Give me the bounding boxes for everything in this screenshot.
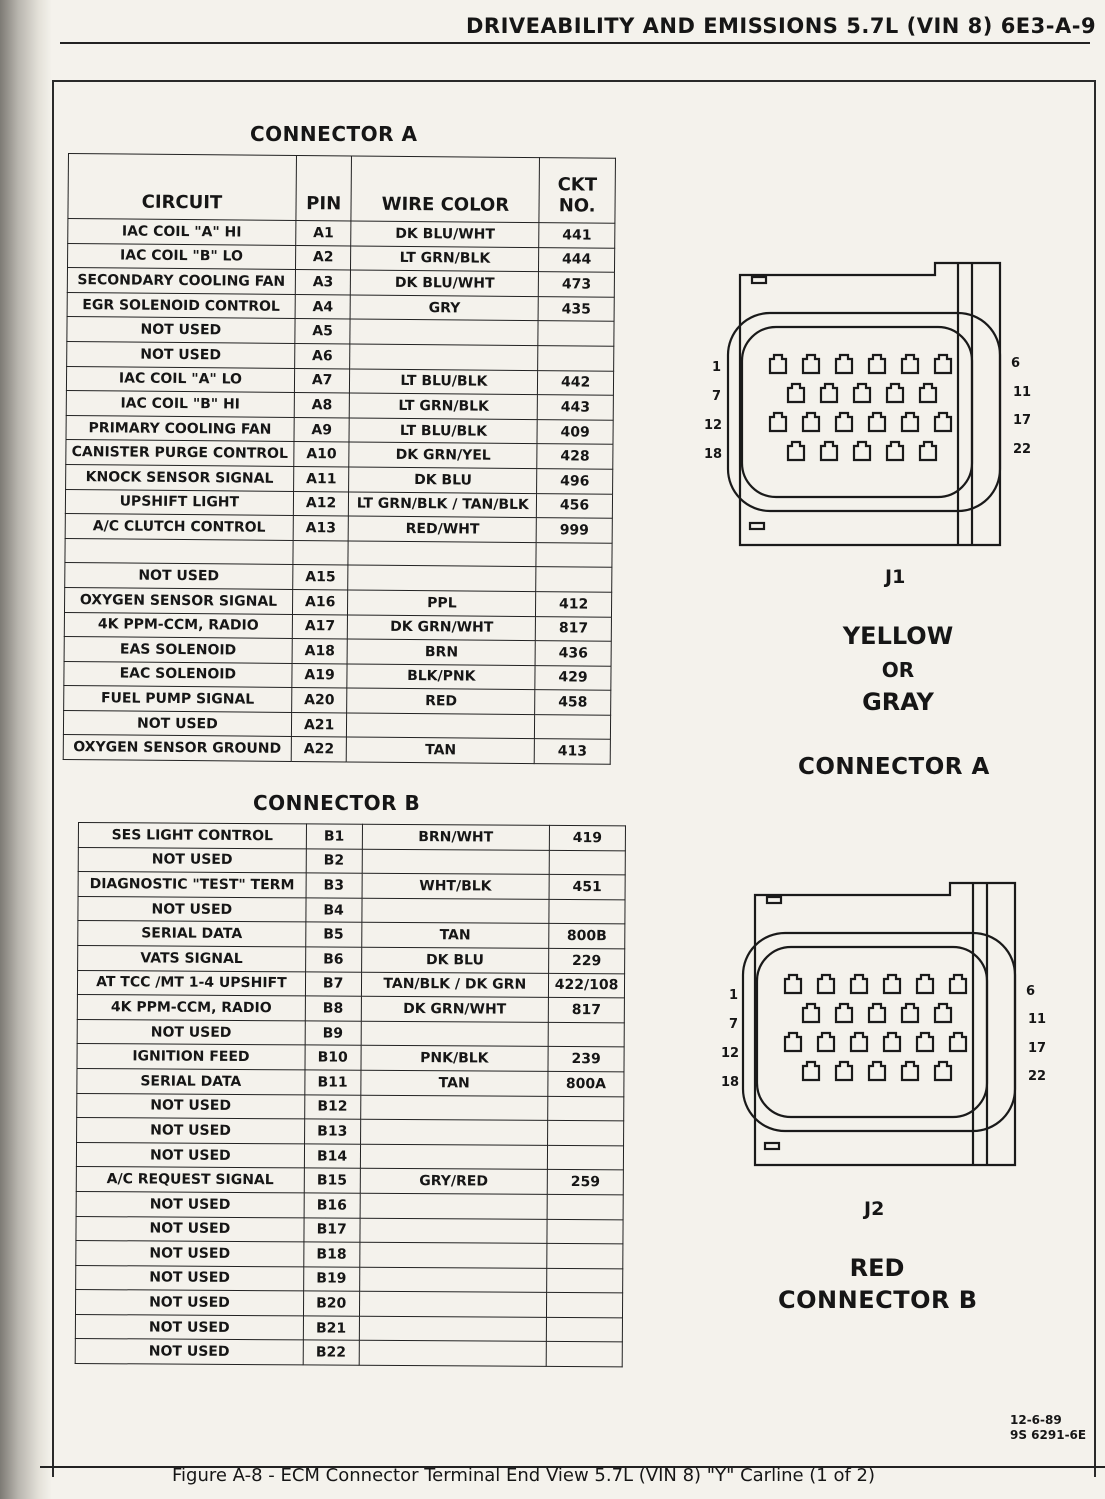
cell-wire	[359, 1218, 547, 1244]
cell-pin: B4	[306, 898, 362, 923]
cell-pin: B2	[306, 848, 362, 873]
connector-b-title: CONNECTOR B	[253, 791, 421, 815]
cell-wire: LT BLU/BLK	[350, 369, 538, 395]
j1-pin-cavity	[920, 384, 936, 402]
cell-circuit: NOT USED	[65, 563, 293, 590]
cell-circuit: NOT USED	[77, 1118, 305, 1144]
j2-top-latch	[767, 897, 781, 903]
cell-wire: BRN	[348, 639, 536, 665]
j1-shell-outer	[728, 313, 1000, 511]
cell-pin: B20	[303, 1291, 359, 1316]
cell-ckt: 999	[536, 518, 612, 543]
cell-pin: B14	[304, 1144, 360, 1169]
j2-housing-outline	[755, 883, 1015, 1165]
cell-circuit: 4K PPM-CCM, RADIO	[64, 612, 292, 639]
cell-pin: B1	[306, 824, 362, 849]
cell-circuit: IAC COIL "A" LO	[66, 366, 294, 393]
j2-pin-label-17: 17	[1028, 1041, 1047, 1056]
cell-pin: A17	[292, 614, 348, 639]
j2-pin-cavity	[785, 975, 801, 993]
cell-ckt	[538, 321, 614, 346]
j2-pin-label-6: 6	[1026, 984, 1036, 999]
table-row	[77, 1068, 624, 1096]
cell-pin: A10	[294, 442, 350, 467]
page-header: DRIVEABILITY AND EMISSIONS 5.7L (VIN 8) 6E3-A-9	[466, 14, 1097, 38]
cell-pin: A20	[291, 688, 347, 713]
cell-ckt: 800A	[548, 1071, 624, 1096]
table-row	[77, 1118, 624, 1146]
cell-wire	[359, 1341, 547, 1367]
cell-wire	[359, 1292, 547, 1318]
table-row	[63, 735, 610, 764]
table-row	[76, 1265, 623, 1293]
cell-ckt: 817	[535, 616, 611, 641]
cell-pin: B12	[304, 1094, 360, 1119]
j2-pin-cavity	[917, 1033, 933, 1051]
table-row	[77, 995, 624, 1023]
cell-circuit: DIAGNOSTIC "TEST" TERM	[78, 872, 306, 898]
cell-ckt: 456	[537, 493, 613, 518]
footer-doc-code: 9S 6291-6E	[1010, 1428, 1087, 1442]
table-row	[76, 1142, 623, 1170]
table-row	[76, 1167, 623, 1195]
cell-wire: BLK/PNK	[347, 664, 535, 690]
cell-wire	[360, 1119, 548, 1145]
cell-circuit: NOT USED	[67, 341, 295, 368]
table-row	[77, 1093, 624, 1121]
header-rule	[60, 42, 1090, 44]
ckt-no-header: CKT NO.	[539, 158, 615, 224]
j1-pin-cavity	[803, 413, 819, 431]
j1-pin-cavity	[902, 355, 918, 373]
cell-ckt: 458	[535, 690, 611, 715]
cell-ckt	[547, 1293, 623, 1318]
j2-connector-diagram	[715, 875, 1025, 1175]
cell-circuit: NOT USED	[78, 896, 306, 922]
j1-housing-outline	[740, 263, 1000, 545]
j2-bottom-latch	[765, 1143, 779, 1149]
j1-pin-cavity	[788, 442, 804, 460]
cell-ckt: 409	[537, 419, 613, 444]
cell-wire: PNK/BLK	[361, 1046, 549, 1072]
cell-ckt	[549, 850, 625, 875]
table-row	[76, 1216, 623, 1244]
cell-pin: A9	[294, 417, 350, 442]
cell-circuit: IAC COIL "B" LO	[67, 243, 295, 270]
cell-ckt: 422/108	[549, 973, 625, 998]
cell-pin: B8	[305, 996, 361, 1021]
j2-pin-label-7: 7	[729, 1017, 739, 1032]
cell-pin: A7	[294, 368, 350, 393]
connector-a-title: CONNECTOR A	[250, 122, 418, 146]
cell-circuit: EAC SOLENOID	[64, 661, 292, 688]
cell-circuit: 4K PPM-CCM, RADIO	[77, 995, 305, 1021]
cell-ckt: 817	[548, 998, 624, 1023]
cell-ckt	[546, 1317, 622, 1342]
j2-pin-label-18: 18	[721, 1075, 740, 1090]
cell-wire	[360, 1193, 548, 1219]
j2-shell-outer	[743, 933, 1015, 1131]
figure-caption: Figure A-8 - ECM Connector Terminal End View 5.7L (VIN 8) "Y" Carline (1 of 2)	[172, 1465, 876, 1486]
j1-pin-cavity	[854, 442, 870, 460]
j1-pin-cavity	[770, 413, 786, 431]
cell-circuit: NOT USED	[76, 1265, 304, 1291]
cell-wire	[360, 1144, 548, 1170]
cell-wire: DK GRN/WHT	[348, 614, 536, 640]
cell-ckt	[548, 1121, 624, 1146]
cell-wire: LT GRN/BLK / TAN/BLK	[349, 491, 537, 517]
cell-pin: A4	[295, 294, 351, 319]
cell-pin: B7	[305, 971, 361, 996]
cell-pin: A13	[293, 516, 349, 541]
cell-ckt: 229	[549, 948, 625, 973]
j1-pin-cavity	[836, 413, 852, 431]
cell-pin: A18	[292, 639, 348, 664]
cell-wire: RED	[347, 688, 535, 714]
footer-code-block	[1010, 1413, 1086, 1443]
cell-circuit: A/C CLUTCH CONTROL	[65, 514, 293, 541]
j2-pin-cavity	[803, 1004, 819, 1022]
cell-circuit: SERIAL DATA	[78, 921, 306, 947]
j2-pin-cavity	[785, 1033, 801, 1051]
j2-connector-caption: CONNECTOR B	[778, 1286, 978, 1314]
connector-a-table	[63, 153, 616, 765]
cell-pin: A8	[294, 393, 350, 418]
table-row	[75, 1314, 622, 1342]
cell-ckt	[547, 1268, 623, 1293]
cell-pin: B15	[304, 1168, 360, 1193]
wire-color-header: WIRE COLOR	[351, 156, 539, 223]
j1-pin-cavity	[821, 442, 837, 460]
table-row	[77, 970, 624, 998]
j2-pin-cavity	[884, 1033, 900, 1051]
cell-wire	[359, 1316, 547, 1342]
pin-header: PIN	[296, 155, 352, 220]
cell-wire: TAN	[347, 737, 535, 763]
j2-pin-cavity	[836, 1062, 852, 1080]
cell-circuit: NOT USED	[76, 1191, 304, 1217]
cell-circuit	[65, 538, 293, 565]
j1-pin-cavity	[770, 355, 786, 373]
j1-pin-cavity	[803, 355, 819, 373]
cell-circuit: NOT USED	[75, 1314, 303, 1340]
cell-wire: LT GRN/BLK	[351, 246, 539, 272]
cell-pin: B6	[305, 947, 361, 972]
j1-pin-cavity	[821, 384, 837, 402]
cell-circuit: EGR SOLENOID CONTROL	[67, 292, 295, 319]
table-row	[75, 1290, 622, 1318]
cell-circuit: NOT USED	[78, 847, 306, 873]
cell-pin: B18	[304, 1242, 360, 1267]
table-row	[78, 921, 625, 949]
j1-pin-label-17: 17	[1013, 413, 1032, 428]
cell-pin: A11	[293, 466, 349, 491]
cell-circuit: OXYGEN SENSOR GROUND	[63, 735, 291, 762]
cell-ckt: 436	[535, 641, 611, 666]
j1-pin-cavity	[935, 355, 951, 373]
cell-wire	[350, 344, 538, 370]
j1-pin-cavity	[836, 355, 852, 373]
cell-circuit: NOT USED	[77, 1019, 305, 1045]
cell-circuit: VATS SIGNAL	[78, 945, 306, 971]
cell-circuit: FUEL PUMP SIGNAL	[64, 686, 292, 713]
j1-connector-caption: CONNECTOR A	[798, 754, 990, 780]
j2-pin-cavity	[803, 1062, 819, 1080]
cell-ckt	[546, 1342, 622, 1367]
j2-pin-label-12: 12	[721, 1046, 740, 1061]
table-row	[78, 945, 625, 973]
cell-circuit: KNOCK SENSOR SIGNAL	[66, 464, 294, 491]
cell-wire: TAN	[361, 923, 549, 949]
j1-label: J1	[885, 566, 906, 588]
cell-pin: B17	[304, 1217, 360, 1242]
table-row	[77, 1044, 624, 1072]
cell-pin: B21	[303, 1316, 359, 1341]
j1-pin-cavity	[869, 413, 885, 431]
j1-pin-cavity	[869, 355, 885, 373]
footer-date: 12-6-89	[1010, 1413, 1062, 1427]
cell-circuit: NOT USED	[67, 317, 295, 344]
cell-ckt	[547, 1194, 623, 1219]
cell-wire: PPL	[348, 590, 536, 616]
cell-pin: A16	[292, 589, 348, 614]
cell-ckt: 442	[538, 370, 614, 395]
cell-pin: B5	[306, 922, 362, 947]
cell-ckt	[547, 1243, 623, 1268]
cell-wire	[347, 713, 535, 739]
j2-pin-cavity	[917, 975, 933, 993]
cell-ckt: 496	[537, 469, 613, 494]
cell-wire: DK GRN/YEL	[349, 442, 537, 468]
cell-ckt	[549, 899, 625, 924]
cell-pin: B9	[305, 1021, 361, 1046]
cell-pin: A15	[293, 565, 349, 590]
j1-pin-cavity	[887, 384, 903, 402]
cell-circuit: IAC COIL "A" HI	[68, 219, 296, 246]
j1-pin-cavity	[887, 442, 903, 460]
j1-pin-label-11: 11	[1013, 385, 1032, 400]
cell-wire: TAN	[360, 1070, 548, 1096]
j1-pin-label-6: 6	[1011, 356, 1021, 371]
table-row	[78, 872, 625, 900]
cell-pin: A3	[295, 270, 351, 295]
cell-wire	[348, 565, 536, 591]
j2-label: J2	[864, 1198, 885, 1220]
cell-wire: DK BLU/WHT	[351, 221, 539, 247]
j2-pin-cavity	[950, 1033, 966, 1051]
j2-pin-cavity	[935, 1062, 951, 1080]
cell-ckt: 435	[538, 296, 614, 321]
cell-wire: DK BLU/WHT	[351, 270, 539, 296]
j1-color-gray: GRAY	[862, 688, 934, 716]
cell-pin: A22	[291, 737, 347, 762]
cell-ckt	[547, 1219, 623, 1244]
j2-pin-cavity	[869, 1004, 885, 1022]
cell-wire: DK GRN/WHT	[361, 996, 549, 1022]
cell-circuit: PRIMARY COOLING FAN	[66, 415, 294, 442]
table-header-row	[68, 154, 616, 224]
cell-ckt: 412	[536, 592, 612, 617]
cell-ckt	[536, 567, 612, 592]
cell-wire: DK BLU	[361, 947, 549, 973]
j2-pin-cavity	[935, 1004, 951, 1022]
cell-pin: A19	[292, 663, 348, 688]
cell-pin: A2	[295, 245, 351, 270]
cell-circuit: NOT USED	[76, 1142, 304, 1168]
cell-pin: A1	[296, 220, 352, 245]
j1-pin-cavity	[920, 442, 936, 460]
j1-color-yellow: YELLOW	[842, 622, 954, 650]
table-row	[75, 1339, 622, 1367]
cell-ckt	[538, 346, 614, 371]
cell-ckt: 413	[534, 739, 610, 764]
cell-pin: A21	[291, 712, 347, 737]
j2-pin-cavity	[950, 975, 966, 993]
cell-circuit: NOT USED	[76, 1241, 304, 1267]
cell-circuit: NOT USED	[63, 710, 291, 737]
cell-circuit: SES LIGHT CONTROL	[78, 823, 306, 849]
j1-color-or: OR	[881, 658, 915, 682]
cell-ckt	[535, 714, 611, 739]
cell-wire: BRN/WHT	[362, 824, 550, 850]
table-row	[76, 1191, 623, 1219]
table-row	[77, 1019, 624, 1047]
cell-ckt: 239	[548, 1047, 624, 1072]
cell-circuit: EAS SOLENOID	[64, 637, 292, 664]
cell-ckt	[548, 1096, 624, 1121]
cell-pin: B3	[306, 873, 362, 898]
cell-circuit: IGNITION FEED	[77, 1044, 305, 1070]
cell-circuit: SECONDARY COOLING FAN	[67, 268, 295, 295]
cell-circuit: CANISTER PURGE CONTROL	[66, 440, 294, 467]
table-row	[76, 1241, 623, 1269]
cell-pin	[293, 540, 349, 565]
cell-ckt: 429	[535, 665, 611, 690]
j1-connector-diagram	[700, 255, 1010, 555]
cell-ckt: 441	[539, 223, 615, 248]
cell-circuit: NOT USED	[76, 1216, 304, 1242]
cell-circuit: OXYGEN SENSOR SIGNAL	[64, 587, 292, 614]
cell-wire: WHT/BLK	[362, 873, 550, 899]
j2-pin-cavity	[902, 1004, 918, 1022]
cell-wire	[350, 319, 538, 345]
cell-wire: LT GRN/BLK	[350, 393, 538, 419]
cell-ckt: 451	[549, 875, 625, 900]
j1-pin-label-1: 1	[712, 360, 722, 375]
cell-wire	[359, 1242, 547, 1268]
j2-pin-cavity	[851, 1033, 867, 1051]
cell-ckt: 443	[537, 395, 613, 420]
j1-bottom-latch	[750, 523, 764, 529]
cell-circuit: NOT USED	[77, 1093, 305, 1119]
cell-ckt: 800B	[549, 924, 625, 949]
j2-pin-cavity	[818, 975, 834, 993]
cell-circuit: IAC COIL "B" HI	[66, 391, 294, 418]
cell-ckt: 419	[549, 825, 625, 850]
cell-ckt: 473	[539, 272, 615, 297]
cell-wire	[361, 1021, 549, 1047]
j1-pin-label-22: 22	[1013, 442, 1032, 457]
cell-wire: LT BLU/BLK	[349, 418, 537, 444]
cell-wire: TAN/BLK / DK GRN	[361, 972, 549, 998]
scan-edge-shadow	[0, 0, 52, 1499]
connector-b-table	[75, 822, 626, 1367]
j2-pin-cavity	[851, 975, 867, 993]
cell-wire	[348, 541, 536, 567]
j2-pin-cavity	[836, 1004, 852, 1022]
cell-wire	[361, 898, 549, 924]
j2-pin-label-11: 11	[1028, 1012, 1047, 1027]
cell-circuit: NOT USED	[75, 1290, 303, 1316]
cell-wire: GRY/RED	[360, 1169, 548, 1195]
cell-wire	[360, 1095, 548, 1121]
cell-wire	[362, 849, 550, 875]
j1-pin-cavity	[788, 384, 804, 402]
table-row	[78, 847, 625, 875]
cell-pin: B13	[304, 1119, 360, 1144]
j1-top-latch	[752, 277, 766, 283]
cell-pin: A6	[294, 343, 350, 368]
cell-circuit: SERIAL DATA	[77, 1068, 305, 1094]
table-row	[78, 896, 625, 924]
cell-pin: B16	[304, 1193, 360, 1218]
cell-ckt	[536, 542, 612, 567]
cell-pin: A12	[293, 491, 349, 516]
j1-pin-label-18: 18	[704, 447, 723, 462]
cell-ckt: 428	[537, 444, 613, 469]
cell-pin: A5	[295, 319, 351, 344]
cell-ckt	[547, 1145, 623, 1170]
cell-pin: B22	[303, 1340, 359, 1365]
cell-pin: B11	[305, 1070, 361, 1095]
j1-pin-cavity	[902, 413, 918, 431]
j2-pin-label-1: 1	[729, 988, 739, 1003]
j2-pin-label-22: 22	[1028, 1069, 1047, 1084]
cell-circuit: UPSHIFT LIGHT	[65, 489, 293, 516]
cell-circuit: NOT USED	[75, 1339, 303, 1365]
table-row	[78, 823, 625, 851]
cell-wire: RED/WHT	[349, 516, 537, 542]
cell-ckt: 444	[539, 247, 615, 272]
j1-pin-label-12: 12	[704, 418, 723, 433]
cell-pin: B10	[305, 1045, 361, 1070]
j2-pin-cavity	[902, 1062, 918, 1080]
cell-circuit: AT TCC /MT 1-4 UPSHIFT	[77, 970, 305, 996]
j1-pin-cavity	[854, 384, 870, 402]
cell-pin: B19	[303, 1267, 359, 1292]
cell-wire: GRY	[351, 295, 539, 321]
j2-color-red: RED	[849, 1254, 905, 1282]
circuit-header: CIRCUIT	[68, 154, 296, 221]
j2-pin-cavity	[818, 1033, 834, 1051]
cell-wire: DK BLU	[349, 467, 537, 493]
j1-pin-label-7: 7	[712, 389, 722, 404]
j2-pin-cavity	[884, 975, 900, 993]
cell-ckt	[548, 1022, 624, 1047]
j2-pin-cavity	[869, 1062, 885, 1080]
cell-ckt: 259	[547, 1170, 623, 1195]
cell-circuit: A/C REQUEST SIGNAL	[76, 1167, 304, 1193]
j1-pin-cavity	[935, 413, 951, 431]
cell-wire	[359, 1267, 547, 1293]
